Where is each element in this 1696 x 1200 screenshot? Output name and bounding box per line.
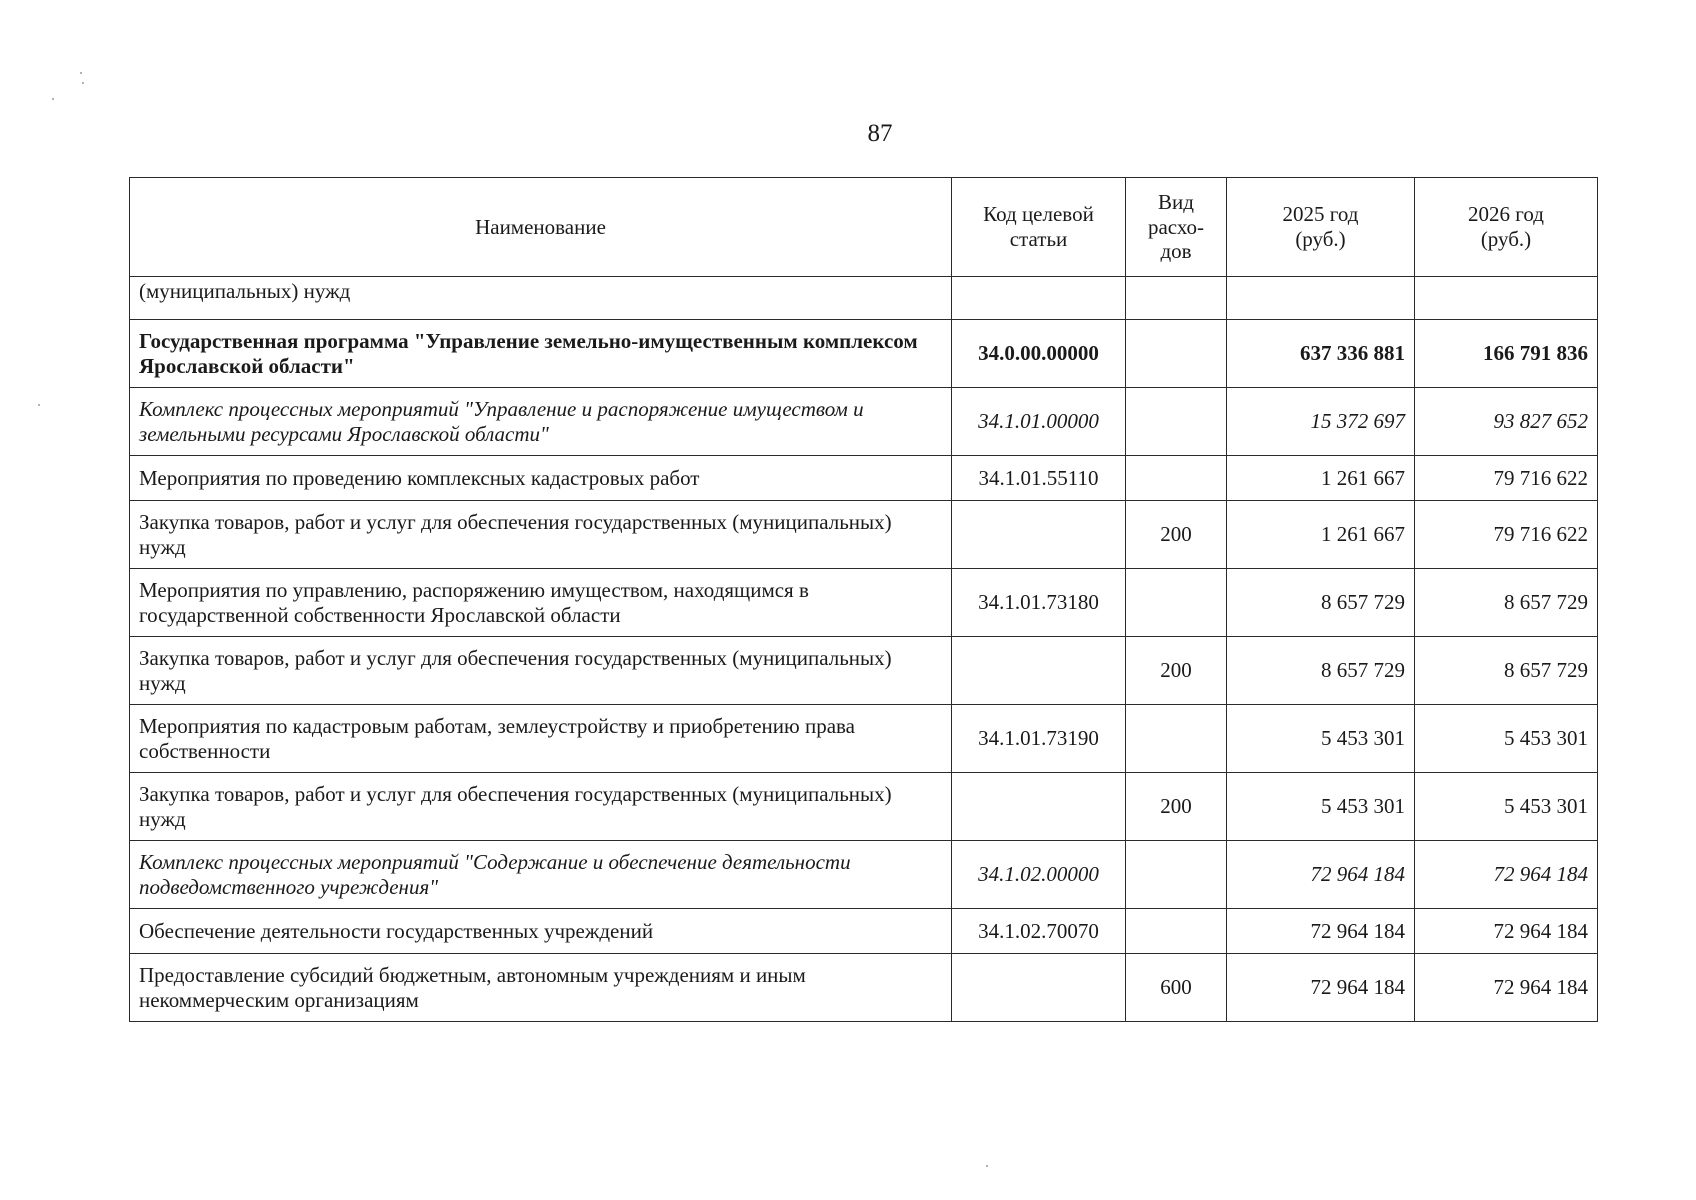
cell-code: 34.1.01.73190: [952, 705, 1126, 773]
table-row: [130, 909, 1598, 954]
cell-kind: [1126, 841, 1227, 909]
cell-2026: 79 716 622: [1415, 501, 1598, 569]
cell-name: Закупка товаров, работ и услуг для обеспечения государственных (муниципальных) нужд: [130, 501, 952, 569]
cell-kind: [1126, 388, 1227, 456]
cell-code: [952, 773, 1126, 841]
cell-kind: 200: [1126, 637, 1227, 705]
cell-2025: 72 964 184: [1227, 909, 1415, 954]
header-2026: 2026 год (руб.): [1415, 178, 1598, 277]
cell-2026: 72 964 184: [1415, 841, 1598, 909]
cell-name: Государственная программа "Управление земельно-имущественным комплексом Ярославской области": [130, 320, 952, 388]
table-row: [130, 388, 1598, 456]
cell-name: Мероприятия по управлению, распоряжению имуществом, находящимся в государственной собственности Ярославской области: [130, 569, 952, 637]
cell-kind: [1126, 569, 1227, 637]
cell-2026: 5 453 301: [1415, 705, 1598, 773]
cell-kind: [1126, 277, 1227, 320]
header-name: Наименование: [130, 178, 952, 277]
table-header-row: [130, 178, 1598, 277]
cell-code: [952, 501, 1126, 569]
header-kind: Вид расхо- дов: [1126, 178, 1227, 277]
table-row: [130, 637, 1598, 705]
table-row: [130, 569, 1598, 637]
cell-name: Закупка товаров, работ и услуг для обеспечения государственных (муниципальных) нужд: [130, 773, 952, 841]
table-row: [130, 773, 1598, 841]
cell-code: [952, 637, 1126, 705]
table-row: [130, 320, 1598, 388]
cell-kind: 200: [1126, 773, 1227, 841]
cell-2026: 166 791 836: [1415, 320, 1598, 388]
cell-2026: 5 453 301: [1415, 773, 1598, 841]
cell-2025: 15 372 697: [1227, 388, 1415, 456]
cell-2025: 1 261 667: [1227, 456, 1415, 501]
page-number: 87: [867, 120, 893, 147]
cell-name: (муниципальных) нужд: [130, 277, 952, 320]
cell-2026: [1415, 277, 1598, 320]
table-row: [130, 954, 1598, 1022]
cell-code: [952, 277, 1126, 320]
cell-kind: [1126, 320, 1227, 388]
cell-2025: 5 453 301: [1227, 773, 1415, 841]
table-row: [130, 456, 1598, 501]
cell-2025: 72 964 184: [1227, 954, 1415, 1022]
cell-kind: [1126, 909, 1227, 954]
cell-kind: [1126, 705, 1227, 773]
cell-name: Комплекс процессных мероприятий "Содержание и обеспечение деятельности подведомственного учреждения": [130, 841, 952, 909]
cell-2025: 72 964 184: [1227, 841, 1415, 909]
cell-2026: 8 657 729: [1415, 569, 1598, 637]
cell-kind: 200: [1126, 501, 1227, 569]
cell-code: 34.1.01.55110: [952, 456, 1126, 501]
budget-table: [129, 177, 1598, 1022]
cell-2026: 72 964 184: [1415, 909, 1598, 954]
table-row: [130, 705, 1598, 773]
cell-2025: 1 261 667: [1227, 501, 1415, 569]
cell-2026: 79 716 622: [1415, 456, 1598, 501]
cell-name: Закупка товаров, работ и услуг для обеспечения государственных (муниципальных) нужд: [130, 637, 952, 705]
cell-name: Мероприятия по проведению комплексных кадастровых работ: [130, 456, 952, 501]
cell-name: Обеспечение деятельности государственных учреждений: [130, 909, 952, 954]
cell-2025: 5 453 301: [1227, 705, 1415, 773]
cell-code: 34.1.01.73180: [952, 569, 1126, 637]
table-row: [130, 501, 1598, 569]
cell-name: Мероприятия по кадастровым работам, землеустройству и приобретению права собственности: [130, 705, 952, 773]
cell-2025: 8 657 729: [1227, 569, 1415, 637]
cell-2025: 8 657 729: [1227, 637, 1415, 705]
header-2025: 2025 год (руб.): [1227, 178, 1415, 277]
cell-2026: 72 964 184: [1415, 954, 1598, 1022]
cell-name: Предоставление субсидий бюджетным, автономным учреждениям и иным некоммерческим организациям: [130, 954, 952, 1022]
cell-code: [952, 954, 1126, 1022]
cell-code: 34.1.02.00000: [952, 841, 1126, 909]
cell-2025: [1227, 277, 1415, 320]
cell-code: 34.1.01.00000: [952, 388, 1126, 456]
cell-2026: 93 827 652: [1415, 388, 1598, 456]
header-code: Код целевой статьи: [952, 178, 1126, 277]
table-row: [130, 841, 1598, 909]
cell-name: Комплекс процессных мероприятий "Управление и распоряжение имуществом и земельными ресурсами Ярославской области": [130, 388, 952, 456]
cell-2026: 8 657 729: [1415, 637, 1598, 705]
cell-kind: [1126, 456, 1227, 501]
cell-2025: 637 336 881: [1227, 320, 1415, 388]
cell-kind: 600: [1126, 954, 1227, 1022]
table-row: [130, 277, 1598, 320]
cell-code: 34.1.02.70070: [952, 909, 1126, 954]
cell-code: 34.0.00.00000: [952, 320, 1126, 388]
